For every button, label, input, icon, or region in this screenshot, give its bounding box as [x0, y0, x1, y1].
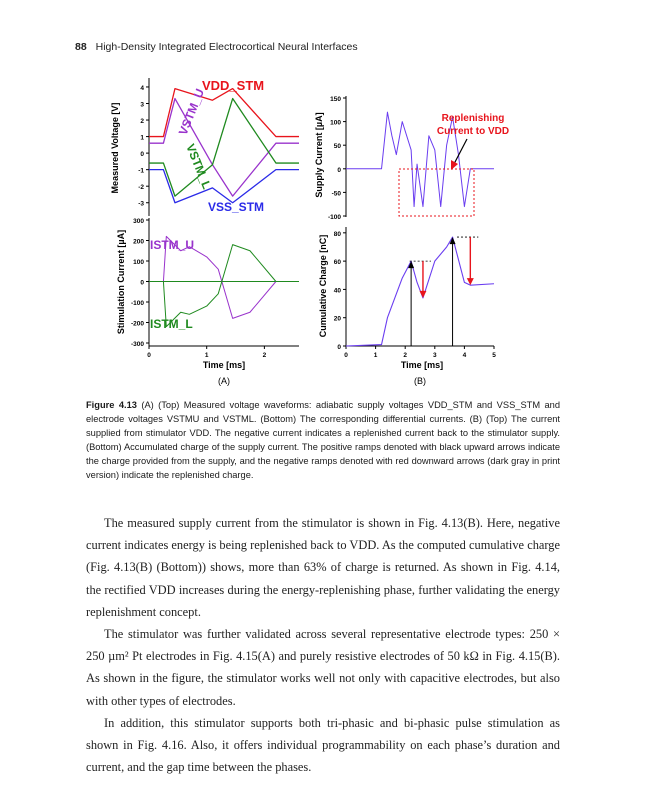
- right-bottom-xtick-label: 1: [373, 352, 378, 359]
- charge-replenished-arrowhead: [419, 291, 426, 298]
- left-top-ytick-label: 0: [140, 151, 144, 159]
- right-bottom-ytick-label: 20: [333, 315, 341, 323]
- ann-vstm-u: VSTM_U: [175, 86, 208, 138]
- left-bottom-ytick-label: 200: [133, 238, 144, 246]
- ann-istm-l: ISTM_L: [150, 317, 193, 331]
- panel-label-b: (B): [414, 376, 426, 386]
- right-bottom-ytick-label: 40: [333, 287, 341, 295]
- left-bottom-ytick-label: -100: [130, 300, 144, 307]
- right-top-ytick-label: 50: [333, 143, 341, 151]
- right-xlabel: Time [ms]: [400, 360, 444, 370]
- right-bottom-xtick-label: 5: [492, 352, 496, 359]
- right-bottom-ytick-label: 60: [333, 259, 341, 267]
- page-number: 88: [75, 41, 87, 53]
- left-bottom-xtick-label: 0: [147, 352, 151, 359]
- ann-replenish-line1: Replenishing: [441, 113, 505, 124]
- left-bottom-xtick-label: 2: [262, 352, 267, 359]
- ann-istm-u: ISTM_U: [150, 238, 195, 252]
- left-xlabel: Time [ms]: [202, 360, 246, 370]
- right-bottom-ytick-label: 80: [333, 230, 341, 238]
- left-top-ytick-label: -2: [138, 184, 144, 192]
- series-vstm-u: [149, 99, 299, 197]
- ann-vdd-stm: VDD_STM: [202, 78, 265, 93]
- right-top-ytick-label: 150: [330, 96, 341, 103]
- right-top-plot: [314, 96, 509, 221]
- left-bottom-ytick-label: 100: [133, 259, 144, 266]
- right-bottom-plot: [318, 227, 496, 386]
- figure-caption: [86, 398, 560, 483]
- right-bottom-xtick-label: 0: [344, 352, 348, 359]
- panel-label-a: (A): [218, 376, 230, 386]
- left-top-ytick-label: 2: [140, 118, 144, 126]
- left-top-ytick-label: 3: [140, 101, 144, 109]
- left-bottom-ylabel: Stimulation Current [µA]: [116, 229, 126, 335]
- caption-text: (A) (Top) Measured voltage waveforms: adiabatic supply voltages VDD_STM and VSS_STM and electrode voltages VSTMU and VSTML. (Bottom) The corresponding differential currents. (B) (Top) The current supplied from stimulator VDD. The negative current indicates a replenished current back to the stimulator supply. (Bottom) Accumulated charge of the supply current. The positive ramps denoted with black upward arrows indicate the charge provided from the supply, and the negative ramps denoted with red downward arrows (dark gray in print version) indicate the replenished charge.: [86, 400, 560, 481]
- left-bottom-ytick-label: 300: [133, 218, 144, 225]
- right-bottom-xtick-label: 4: [462, 352, 467, 359]
- right-top-ytick-label: -100: [327, 214, 341, 221]
- right-bottom-ylabel: Cumulative Charge [nC]: [318, 234, 328, 338]
- left-top-ytick-label: 1: [140, 134, 144, 142]
- left-bottom-xtick-label: 1: [204, 352, 209, 359]
- left-bottom-ytick-label: -300: [130, 341, 144, 348]
- left-top-ytick-label: -1: [138, 167, 144, 175]
- series-istm-l: [149, 245, 299, 327]
- right-bottom-xtick-label: 3: [432, 352, 437, 359]
- paragraph-3: In addition, this stimulator supports both tri-phasic and bi-phasic pulse stimulation as shown in Fig. 4.16. Also, it offers individual programmability on each phase’s duration and current, and the gap time between the phases.: [86, 715, 560, 775]
- right-bottom-xtick-label: 2: [403, 352, 408, 359]
- right-bottom-ytick-label: 0: [337, 344, 341, 351]
- body-text: [86, 512, 560, 778]
- left-bottom-plot: [116, 218, 299, 386]
- ann-vss-stm: VSS_STM: [208, 200, 265, 214]
- right-top-ytick-label: 0: [337, 166, 341, 174]
- left-bottom-ytick-label: -200: [130, 320, 144, 328]
- paragraph-1: The measured supply current from the stimulator is shown in Fig. 4.13(B). Here, negative current indicates energy is being replenished back to VDD. As the computed cumulative charge (Fig. 4.13(B) (Bottom)) shows, more than 63% of charge is returned. As shown in Fig. 4.14, the rectified VDD increases during the energy-replenishing phase, further validating the energy replenishment concept.: [86, 516, 560, 619]
- left-top-plot: [110, 78, 299, 216]
- right-top-ytick-label: 100: [330, 119, 341, 127]
- left-top-ytick-label: 4: [140, 84, 144, 92]
- caption-label: Figure 4.13: [86, 400, 137, 410]
- paragraph-2: The stimulator was further validated across several representative electrode types: 250 × 250 µm² Pt electrodes in Fig. 4.15(A) and purely resistive electrodes of 50 kΩ in Fig. 4.15(B). As shown in the figure, the stimulator works well not only with capacitive electrodes, but also with other types of electrodes.: [86, 627, 560, 708]
- right-top-ylabel: Supply Current [µA]: [314, 112, 324, 198]
- left-top-ytick-label: -3: [138, 200, 144, 208]
- running-title: High-Density Integrated Electrocortical Neural Interfaces: [95, 41, 358, 53]
- right-top-ytick-label: -50: [331, 190, 341, 198]
- replenish-pointer-line: [454, 139, 467, 164]
- ann-replenish-line2: Current to VDD: [436, 126, 510, 137]
- left-top-ylabel: Measured Voltage [V]: [110, 102, 120, 194]
- ann-vstm-l: VSTM_L: [183, 141, 214, 192]
- left-bottom-ytick-label: 0: [140, 279, 144, 287]
